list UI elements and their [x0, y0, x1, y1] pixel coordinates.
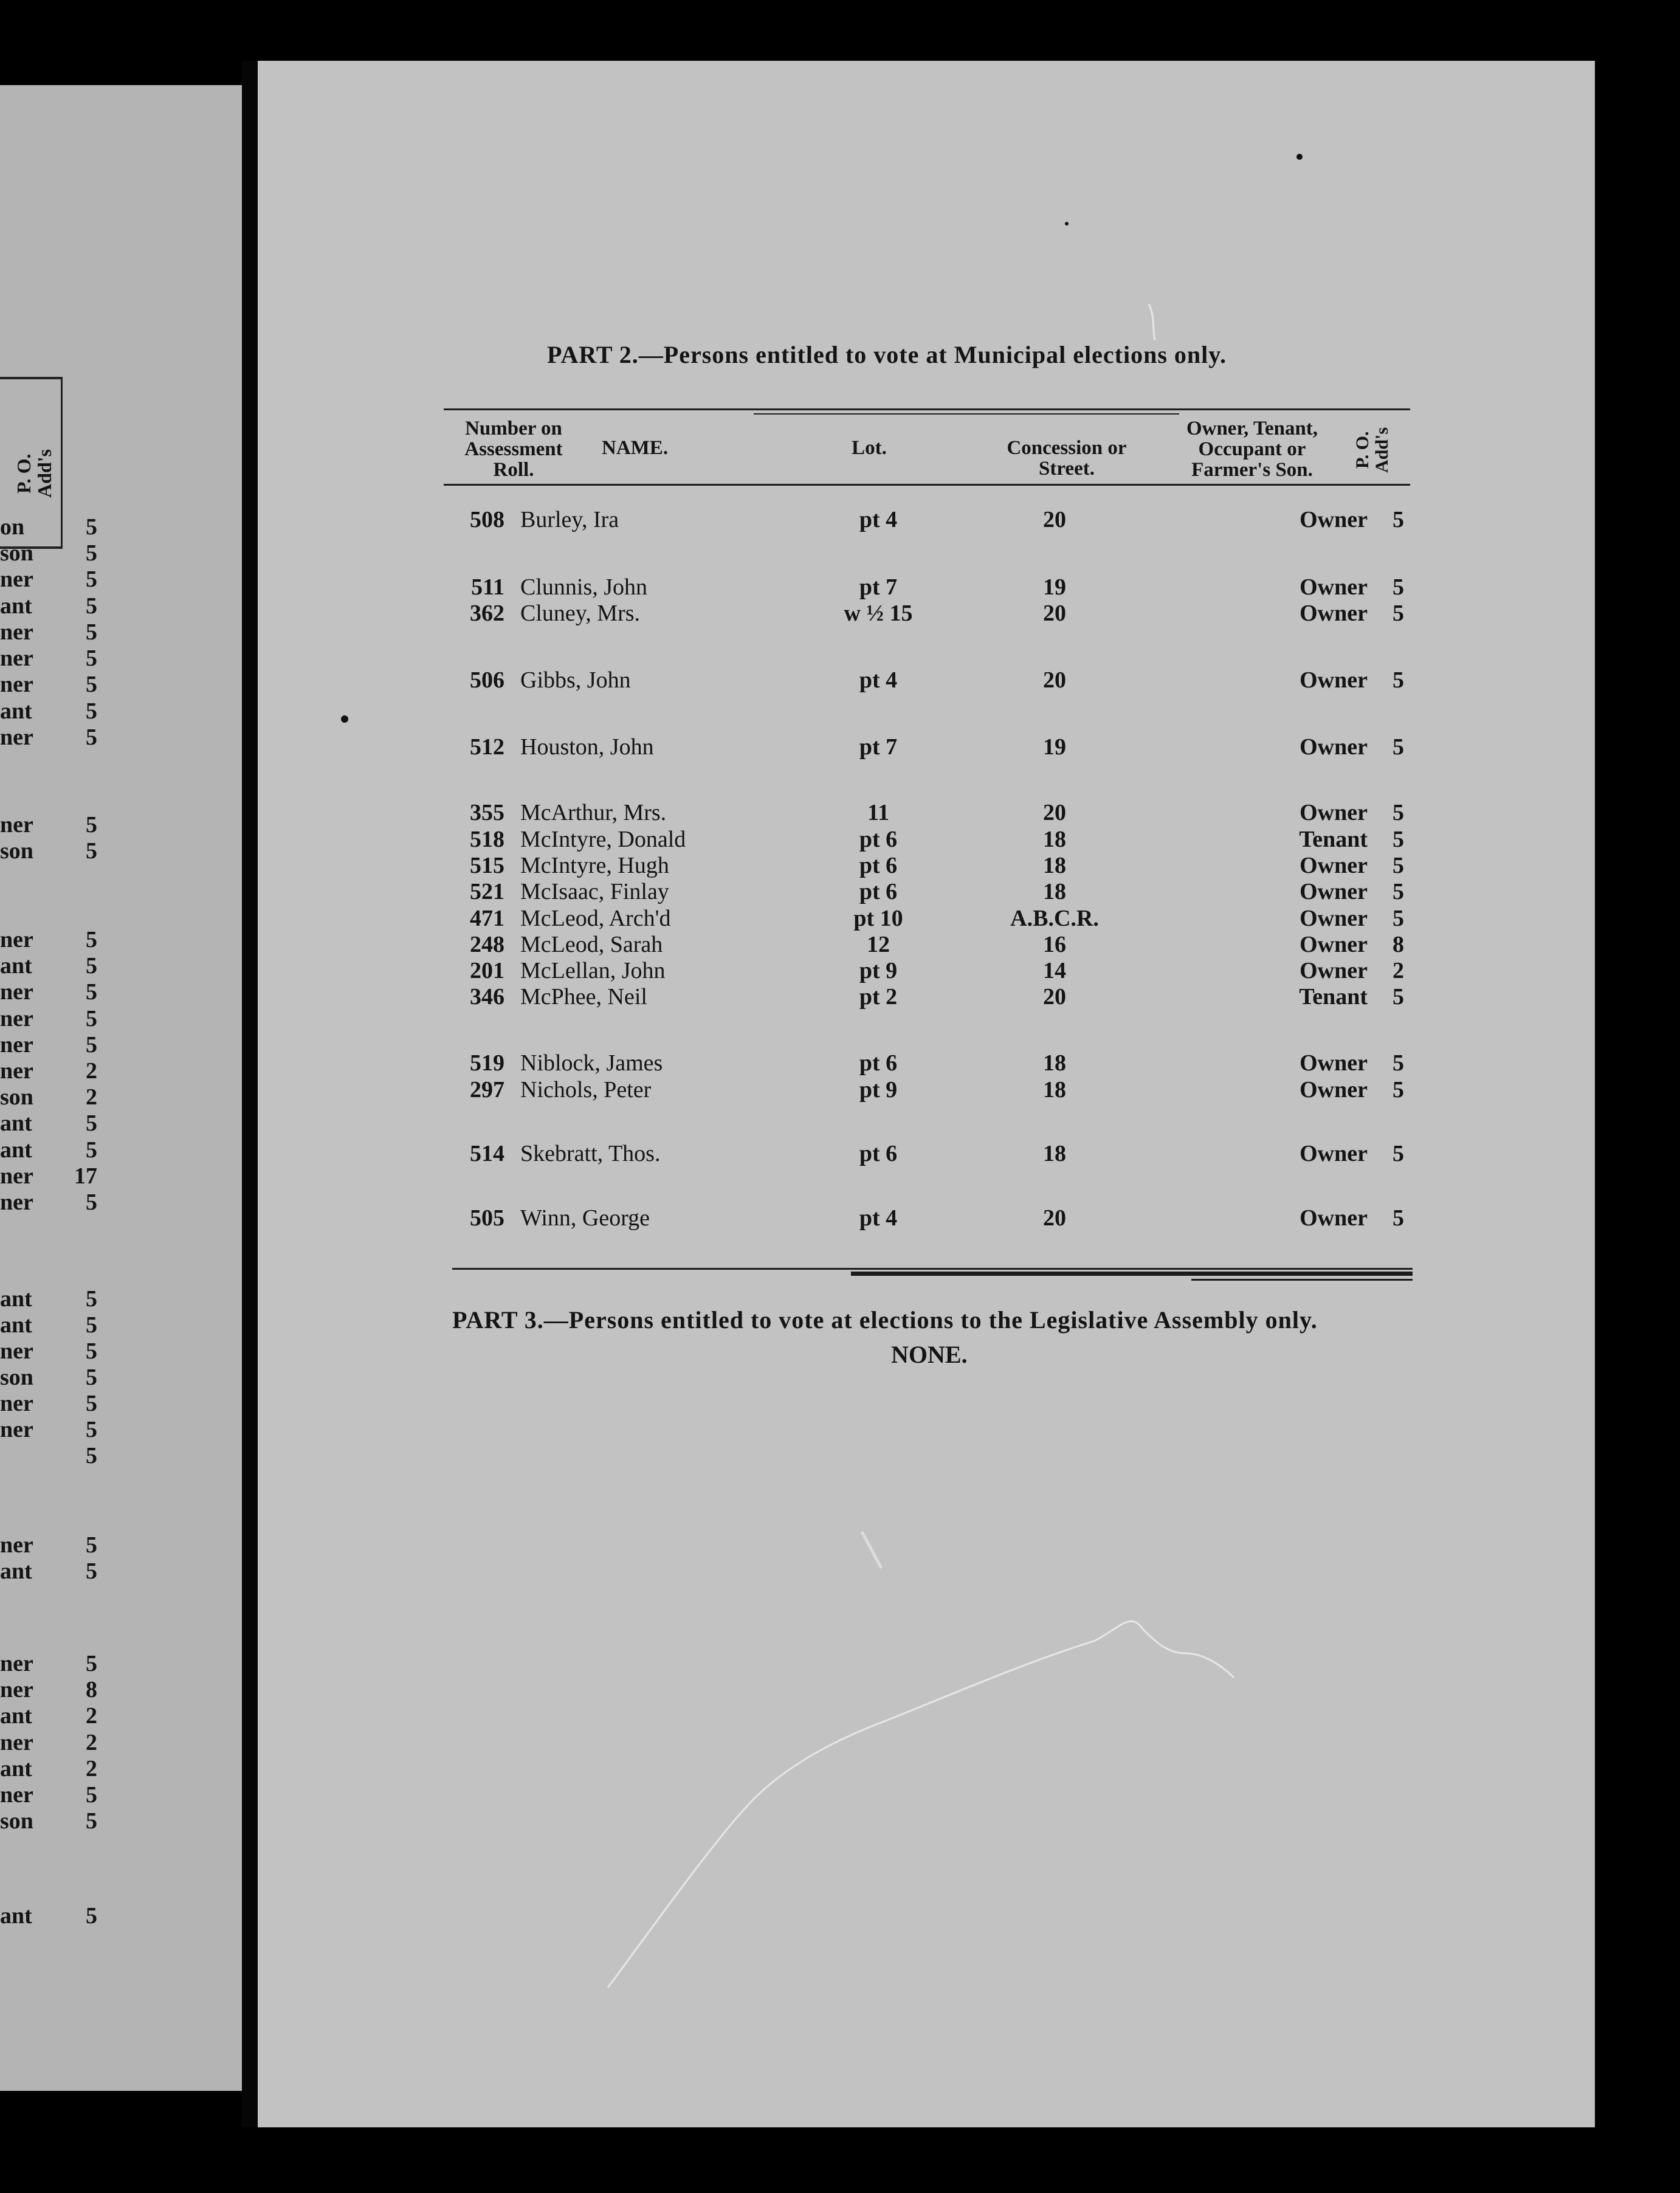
left-entry: [0, 1286, 97, 1312]
left-entry-status-fragment: ant: [0, 1110, 32, 1136]
lot-value: pt 6: [859, 1141, 898, 1166]
left-entry: [0, 1338, 97, 1365]
left-entry-po: 5: [86, 1808, 97, 1834]
voter-name: McLeod, Arch'd: [520, 906, 671, 931]
owner-status: Owner: [1300, 667, 1368, 693]
concession-value: 18: [1043, 827, 1066, 852]
left-entry-po: 5: [86, 593, 97, 619]
voter-row: [444, 601, 1404, 626]
column-header-concession: Concession or Street.: [1007, 437, 1127, 480]
left-entry-po: 5: [86, 725, 97, 750]
lot-value: pt 4: [859, 667, 898, 693]
left-entry-status-fragment: ner: [0, 1391, 33, 1416]
left-entry-status-fragment: ant: [0, 698, 32, 724]
left-entry-po: 5: [86, 1338, 97, 1364]
left-entry-po: 5: [86, 1903, 97, 1929]
left-entry-po: 5: [86, 1558, 97, 1584]
voter-row: [444, 853, 1404, 878]
left-entry: [0, 566, 97, 593]
concession-value: 19: [1043, 734, 1066, 760]
assessment-number: 512: [470, 734, 504, 760]
left-entry: [0, 645, 97, 672]
assessment-number: 506: [470, 667, 504, 693]
assessment-number: 521: [470, 879, 504, 904]
owner-status: Owner: [1300, 1205, 1368, 1231]
concession-value: 20: [1043, 667, 1066, 693]
lot-value: w ½ 15: [844, 601, 913, 626]
concession-value: A.B.C.R.: [1010, 906, 1099, 931]
po-address: 5: [1393, 601, 1404, 626]
voter-name: McPhee, Neil: [520, 984, 647, 1010]
left-entry: [0, 1084, 97, 1110]
concession-value: 18: [1043, 1141, 1066, 1166]
voter-row: [444, 574, 1404, 600]
left-entry-status-fragment: ner: [0, 1163, 33, 1189]
po-address: 5: [1393, 906, 1404, 931]
assessment-number: 514: [470, 1141, 504, 1166]
left-entry: [0, 1416, 97, 1443]
concession-value: 16: [1043, 932, 1066, 957]
left-entry-po: 5: [86, 646, 97, 671]
left-entry-status-fragment: ner: [0, 812, 33, 838]
left-entry: [0, 1312, 97, 1338]
left-entry-status-fragment: ner: [0, 1032, 33, 1058]
left-entry-po: 5: [86, 698, 97, 724]
left-entry-status-fragment: ant: [0, 593, 32, 619]
left-entry-po: 5: [86, 1532, 97, 1558]
left-entry: [0, 1532, 97, 1558]
left-entry-po: 5: [86, 1782, 97, 1808]
voter-name: Cluney, Mrs.: [520, 601, 641, 626]
assessment-number: 519: [470, 1050, 504, 1076]
left-entry: [0, 952, 97, 979]
left-entry-status-fragment: son: [0, 1365, 33, 1390]
lot-value: pt 9: [859, 1077, 898, 1103]
lot-value: pt 6: [859, 879, 898, 904]
left-entry: [0, 1676, 97, 1703]
po-address: 5: [1393, 1141, 1404, 1166]
owner-status: Owner: [1300, 507, 1368, 532]
left-entry-status-fragment: ner: [0, 1651, 33, 1676]
left-entry-po: 5: [86, 1006, 97, 1031]
owner-status: Owner: [1300, 1050, 1368, 1076]
lot-value: pt 4: [859, 507, 898, 532]
left-entry-status-fragment: ant: [0, 1137, 32, 1163]
voter-row: [444, 879, 1404, 904]
voter-name: Burley, Ira: [520, 507, 619, 532]
voter-name: Houston, John: [520, 734, 654, 760]
left-entry-po: 2: [86, 1703, 97, 1729]
left-entry-po: 5: [86, 1032, 97, 1058]
left-entry: [0, 514, 97, 540]
po-address: 2: [1393, 958, 1404, 983]
voter-name: Gibbs, John: [520, 667, 631, 693]
po-address: 5: [1393, 984, 1404, 1010]
concession-value: 18: [1043, 1077, 1066, 1103]
assessment-number: 355: [470, 800, 504, 825]
left-entry-status-fragment: son: [0, 1084, 33, 1110]
owner-status: Owner: [1300, 879, 1368, 904]
voter-name: Skebratt, Thos.: [520, 1141, 661, 1166]
header-top-rule-2: [754, 413, 1179, 415]
left-entry-status-fragment: ner: [0, 1058, 33, 1084]
left-entry-status-fragment: ner: [0, 1338, 33, 1364]
left-entry: [0, 593, 97, 619]
left-entry: [0, 811, 97, 838]
assessment-number: 505: [470, 1205, 504, 1231]
left-entry-status-fragment: ant: [0, 1558, 32, 1584]
left-entry-status-fragment: son: [0, 1808, 33, 1834]
voter-name: McIsaac, Finlay: [520, 879, 669, 904]
left-entry-po: 5: [86, 514, 97, 540]
lot-value: pt 2: [859, 984, 898, 1010]
concession-value: 18: [1043, 853, 1066, 878]
voter-row: [444, 1205, 1404, 1231]
lot-value: 12: [867, 932, 890, 957]
lot-value: pt 6: [859, 1050, 898, 1076]
left-entry: [0, 1005, 97, 1032]
owner-status: Owner: [1300, 734, 1368, 760]
left-entry-po: 17: [74, 1163, 97, 1189]
assessment-number: 515: [470, 853, 504, 878]
lot-value: pt 4: [859, 1205, 898, 1231]
left-entry-po: 5: [86, 1391, 97, 1416]
po-address: 5: [1393, 507, 1404, 532]
column-header-lot: Lot.: [852, 437, 887, 459]
left-entry: [0, 724, 97, 751]
left-entry: [0, 1702, 97, 1729]
concession-value: 20: [1043, 1205, 1066, 1231]
header-top-rule: [444, 408, 1410, 410]
owner-status: Tenant: [1299, 827, 1368, 852]
left-entry-po: 2: [86, 1730, 97, 1755]
left-entry: [0, 1364, 97, 1391]
left-entry-status-fragment: son: [0, 838, 33, 864]
left-entry-status-fragment: ner: [0, 1677, 33, 1702]
left-entry-po: 5: [86, 566, 97, 592]
left-entry-po: 5: [86, 1312, 97, 1338]
left-entry-status-fragment: ner: [0, 1730, 33, 1755]
concession-value: 18: [1043, 1050, 1066, 1076]
lot-value: pt 9: [859, 958, 898, 983]
owner-status: Owner: [1300, 958, 1368, 983]
po-address: 5: [1393, 667, 1404, 693]
left-entry: [0, 1390, 97, 1417]
left-entry: [0, 1031, 97, 1058]
left-page-fragment: [0, 85, 242, 2091]
owner-status: Owner: [1300, 1141, 1368, 1166]
owner-status: Owner: [1300, 800, 1368, 825]
left-entry-status-fragment: ner: [0, 646, 33, 671]
po-address: 8: [1393, 932, 1404, 957]
left-entry-status-fragment: on: [0, 514, 25, 540]
left-entry-po: 2: [86, 1084, 97, 1110]
left-entry-po: 5: [86, 953, 97, 979]
owner-status: Owner: [1300, 906, 1368, 931]
left-entry-status-fragment: ner: [0, 725, 33, 750]
left-entry: [0, 1902, 97, 1929]
voter-row: [444, 906, 1404, 931]
concession-value: 20: [1043, 800, 1066, 825]
left-entry: [0, 1729, 97, 1756]
po-address: 5: [1393, 800, 1404, 825]
left-entry-status-fragment: son: [0, 540, 33, 566]
left-entry: [0, 1442, 97, 1469]
concession-value: 18: [1043, 879, 1066, 904]
lot-value: pt 6: [859, 827, 898, 852]
left-entry-status-fragment: ner: [0, 979, 33, 1005]
left-entry-status-fragment: ner: [0, 566, 33, 592]
left-entry: [0, 979, 97, 1005]
left-entry: [0, 1808, 97, 1834]
voter-name: McIntyre, Donald: [520, 827, 686, 852]
left-entry-po: 5: [86, 812, 97, 838]
left-entry-po: 5: [86, 672, 97, 697]
left-entry: [0, 1110, 97, 1137]
left-entry: [0, 1782, 97, 1808]
lot-value: 11: [867, 800, 889, 825]
part3-title: PART 3.—Persons entitled to vote at elections to the Legislative Assembly only.: [452, 1306, 1318, 1334]
lot-value: pt 10: [853, 906, 903, 931]
voter-name: Niblock, James: [520, 1050, 663, 1076]
assessment-number: 518: [470, 827, 504, 852]
voter-row: [444, 958, 1404, 983]
lot-value: pt 7: [859, 574, 898, 600]
lot-value: pt 6: [859, 853, 898, 878]
part2-title: PART 2.—Persons entitled to vote at Municipal elections only.: [547, 341, 1227, 368]
left-entry: [0, 1650, 97, 1677]
voter-row: [444, 734, 1404, 760]
left-entry-status-fragment: ner: [0, 1417, 33, 1442]
table-bottom-rule-thick: [851, 1272, 1413, 1276]
left-entry-status-fragment: ant: [0, 953, 32, 979]
left-entry: [0, 838, 97, 864]
left-entry-po: 5: [86, 927, 97, 952]
lot-value: pt 7: [859, 734, 898, 760]
left-entry-status-fragment: ant: [0, 1703, 32, 1729]
left-entry-status-fragment: ner: [0, 1782, 33, 1808]
owner-status: Owner: [1300, 601, 1368, 626]
left-entry-status-fragment: ner: [0, 927, 33, 952]
left-entry-po: 5: [86, 1443, 97, 1468]
left-entry-status-fragment: ant: [0, 1286, 32, 1312]
left-entry: [0, 1189, 97, 1216]
voter-row: [444, 800, 1404, 825]
voter-row: [444, 1141, 1404, 1166]
column-header-name: NAME.: [602, 437, 669, 459]
assessment-number: 508: [470, 507, 504, 532]
left-entry-status-fragment: ner: [0, 1006, 33, 1031]
po-address: 5: [1393, 1205, 1404, 1231]
owner-status: Tenant: [1299, 984, 1368, 1010]
voter-row: [444, 932, 1404, 957]
left-entry-po: 5: [86, 838, 97, 864]
concession-value: 20: [1043, 507, 1066, 532]
owner-status: Owner: [1300, 1077, 1368, 1103]
left-entry-po: 2: [86, 1058, 97, 1084]
po-address: 5: [1393, 879, 1404, 904]
po-address: 5: [1393, 574, 1404, 600]
left-entry-po: 8: [86, 1677, 97, 1702]
voter-name: McIntyre, Hugh: [520, 853, 669, 878]
concession-value: 20: [1043, 984, 1066, 1010]
left-entry-po: 5: [86, 540, 97, 566]
assessment-number: 511: [471, 574, 504, 600]
voter-row: [444, 984, 1404, 1010]
left-entry-po: 5: [86, 619, 97, 645]
book-spine-shadow: [242, 61, 258, 2127]
left-entry-po: 5: [86, 1286, 97, 1312]
po-address: 5: [1393, 1050, 1404, 1076]
left-entry-po: 5: [86, 1189, 97, 1215]
left-entry-status-fragment: ant: [0, 1903, 32, 1929]
assessment-number: 248: [470, 932, 504, 957]
left-entry-po: 5: [86, 1137, 97, 1163]
left-entry: [0, 926, 97, 953]
left-entry-po: 5: [86, 1110, 97, 1136]
left-entry-status-fragment: ner: [0, 619, 33, 645]
voter-row: [444, 1077, 1404, 1103]
left-entry-status-fragment: ant: [0, 1756, 32, 1782]
left-entry-status-fragment: ner: [0, 672, 33, 697]
left-entry-po: 2: [86, 1756, 97, 1782]
left-entry: [0, 671, 97, 698]
left-entry: [0, 540, 97, 566]
assessment-number: 346: [470, 984, 504, 1010]
left-entry: [0, 1163, 97, 1189]
left-entry: [0, 698, 97, 725]
left-entry: [0, 1755, 97, 1782]
table-bottom-rule-thin: [1191, 1279, 1413, 1281]
concession-value: 19: [1043, 574, 1066, 600]
voter-row: [444, 667, 1404, 693]
voter-row: [444, 827, 1404, 852]
left-entry-po: 5: [86, 1365, 97, 1390]
po-address: 5: [1393, 1077, 1404, 1103]
voter-row: [444, 1050, 1404, 1076]
voter-name: Nichols, Peter: [520, 1077, 652, 1103]
po-address: 5: [1393, 827, 1404, 852]
left-entry: [0, 1058, 97, 1084]
voter-name: Winn, George: [520, 1205, 650, 1231]
voter-name: McArthur, Mrs.: [520, 800, 667, 825]
left-po-header-label: P. O. Add's: [13, 449, 55, 498]
table-bottom-rule: [452, 1268, 1413, 1270]
voter-name: McLellan, John: [520, 958, 666, 983]
column-header-owner-tenant: Owner, Tenant, Occupant or Farmer's Son.: [1186, 418, 1318, 481]
left-entry: [0, 1558, 97, 1585]
left-entry-po: 5: [86, 1651, 97, 1676]
owner-status: Owner: [1300, 853, 1368, 878]
part3-none: NONE.: [891, 1341, 968, 1368]
left-entry-po: 5: [86, 979, 97, 1005]
left-entry-po: 5: [86, 1417, 97, 1442]
assessment-number: 362: [470, 601, 504, 626]
column-header-po: P. O. Add's: [1352, 427, 1392, 473]
voter-row: [444, 507, 1404, 532]
po-address: 5: [1393, 853, 1404, 878]
voter-name: Clunnis, John: [520, 574, 648, 600]
owner-status: Owner: [1300, 932, 1368, 957]
left-entry-status-fragment: ner: [0, 1532, 33, 1558]
po-address: 5: [1393, 734, 1404, 760]
left-entry: [0, 619, 97, 646]
assessment-number: 471: [470, 906, 504, 931]
column-header-number: Number on Assessment Roll.: [464, 418, 563, 481]
assessment-number: 297: [470, 1077, 504, 1103]
concession-value: 14: [1043, 958, 1066, 983]
header-bottom-rule: [444, 484, 1410, 486]
voter-name: McLeod, Sarah: [520, 932, 663, 957]
left-entry-status-fragment: ant: [0, 1312, 32, 1338]
concession-value: 20: [1043, 601, 1066, 626]
left-entry-status-fragment: ner: [0, 1189, 33, 1215]
left-entry: [0, 1137, 97, 1163]
owner-status: Owner: [1300, 574, 1368, 600]
assessment-number: 201: [470, 958, 504, 983]
